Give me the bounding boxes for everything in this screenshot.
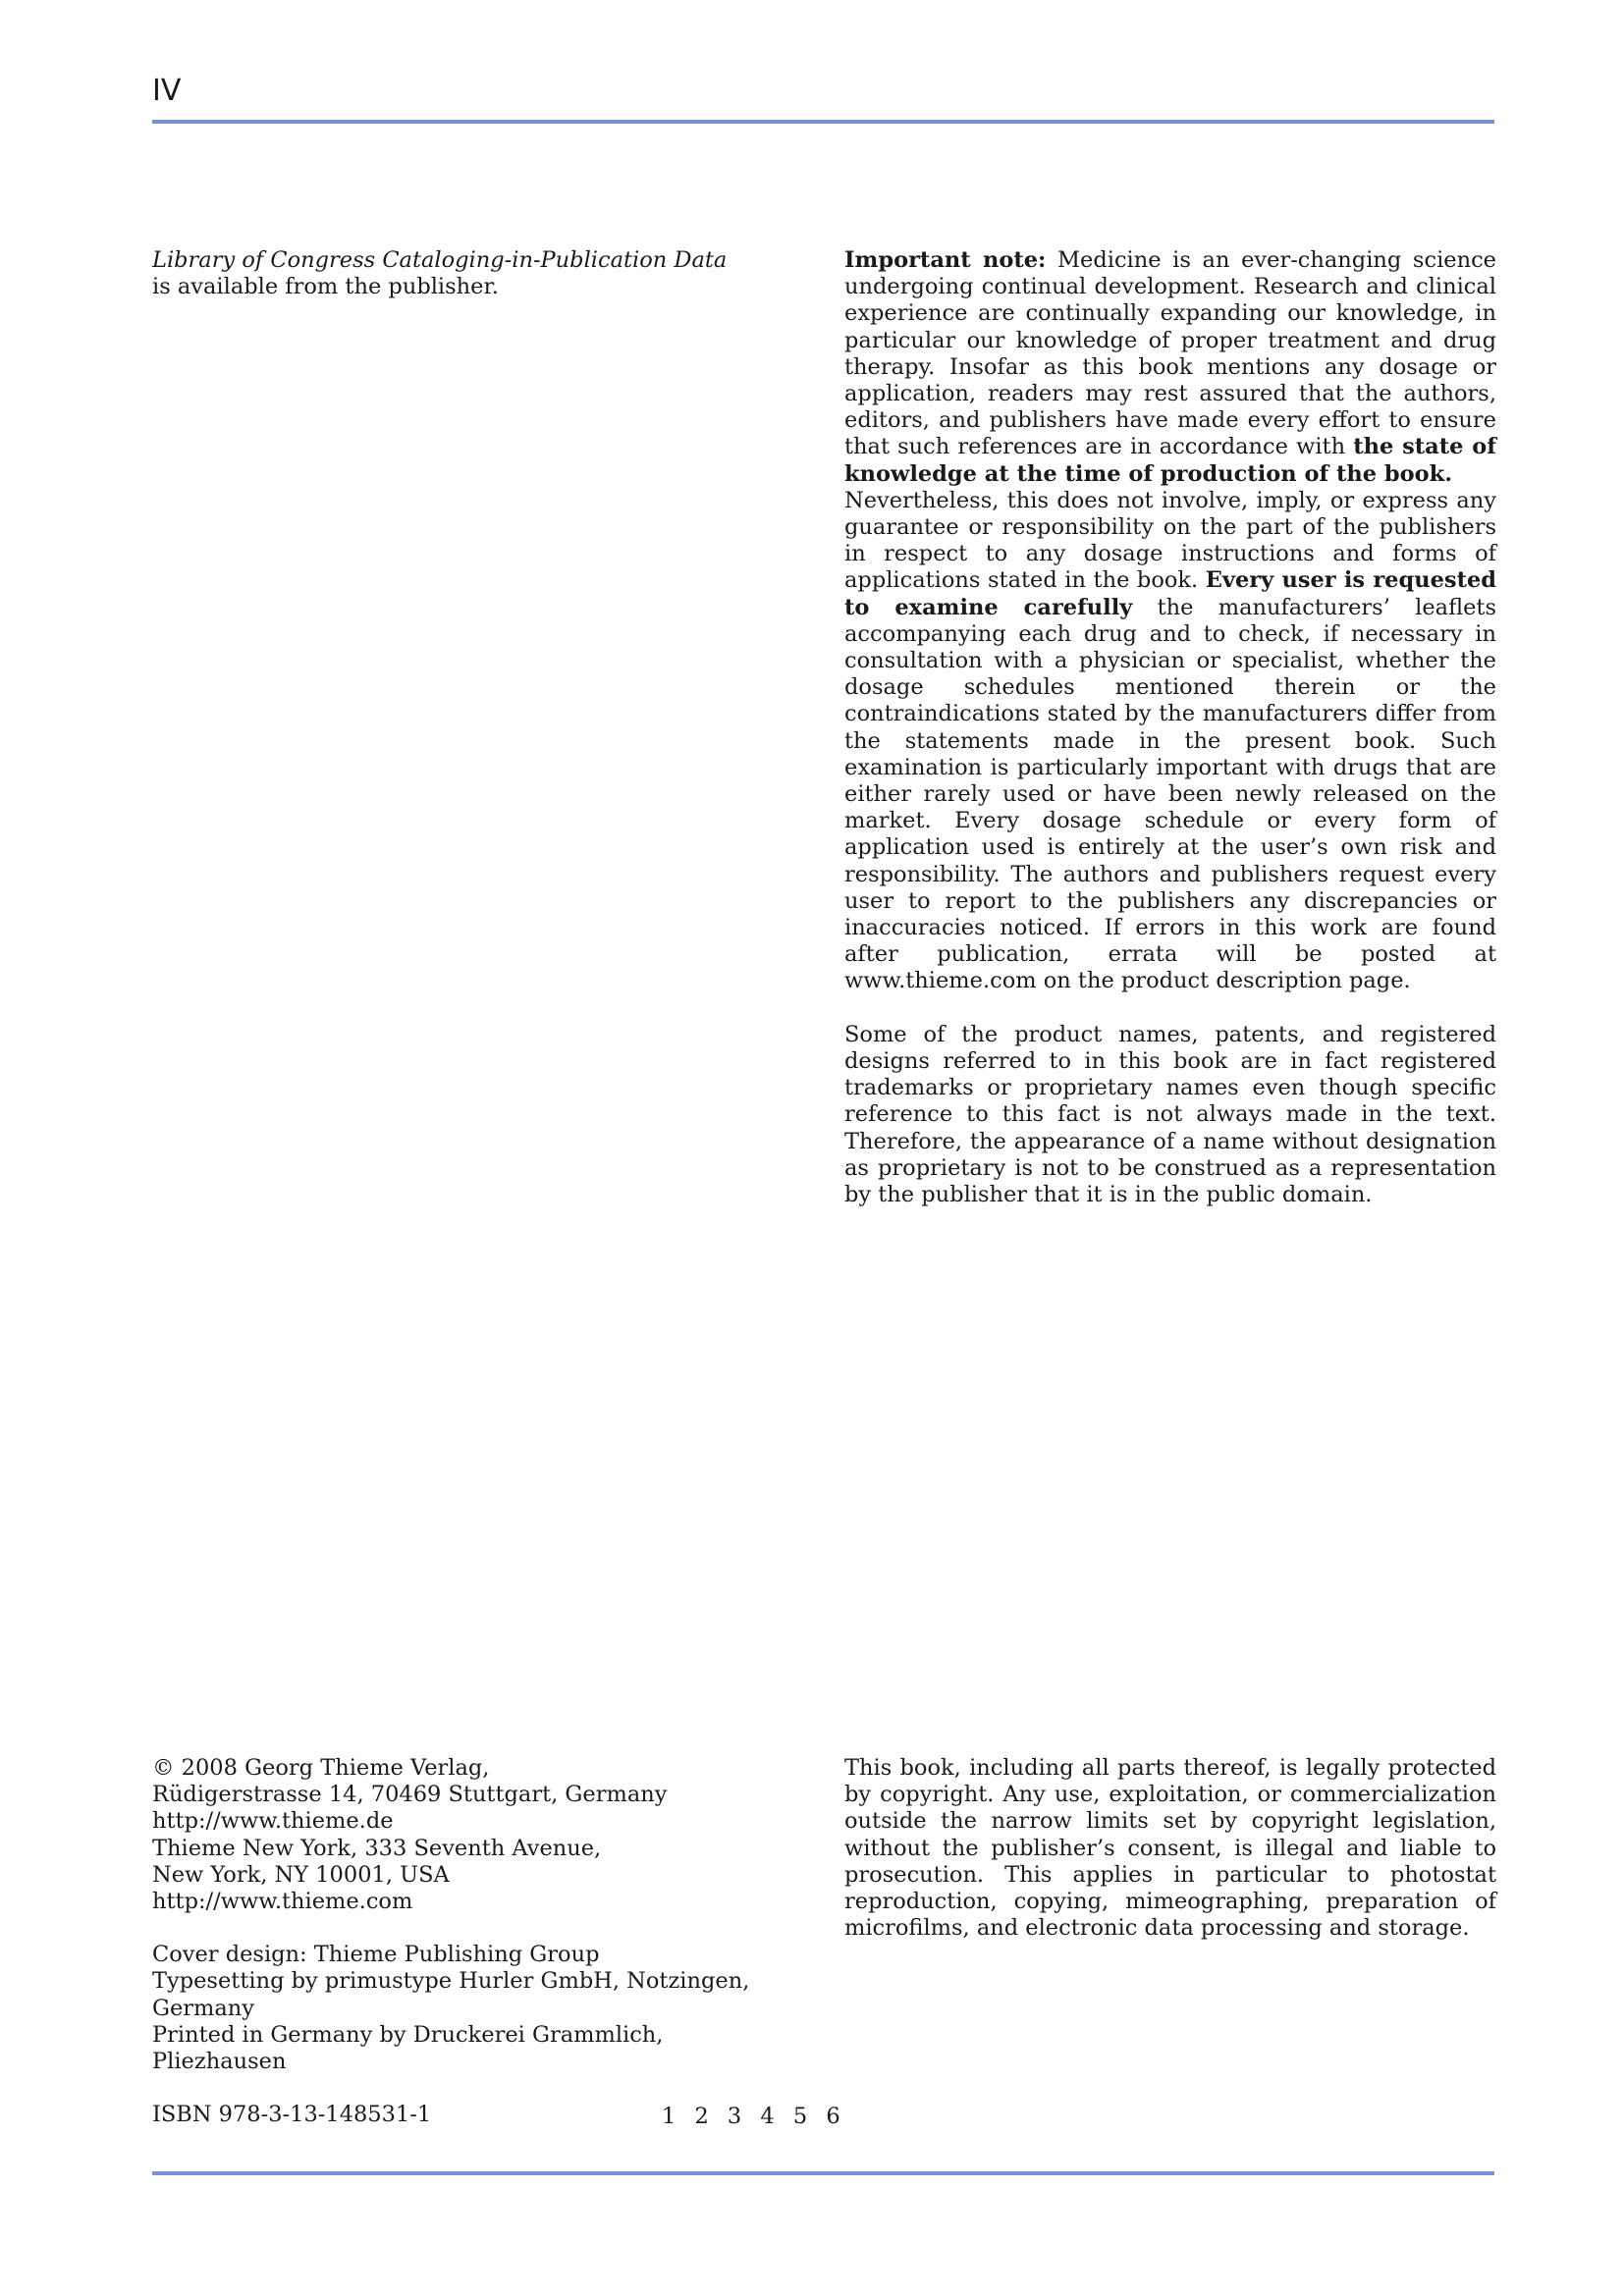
isbn-line: ISBN 978-3-13-148531-1 xyxy=(152,2102,432,2128)
page-number: IV xyxy=(152,74,182,108)
legal-notice xyxy=(844,1755,1496,1942)
url-thieme-de: http://www.thieme.de xyxy=(152,1808,394,1835)
printed-line: Printed in Germany by Druckerei Grammlich, Pliezhausen xyxy=(152,2021,664,2075)
important-note xyxy=(844,247,1496,1208)
address-line: Rüdigerstrasse 14, 70469 Stuttgart, Germany xyxy=(152,1782,668,1808)
footer-rule xyxy=(152,2171,1494,2175)
url-thieme-com: http://www.thieme.com xyxy=(152,1889,413,1915)
note-p1-bold: the state of knowledge at the time of production of the book. xyxy=(844,434,1496,487)
legal-text: This book, including all parts thereof, is legally protected by copyright. Any use, exploitation, or commercialization outside the narrow limits set by copyright legislation, without the publisher’s consent, is illegal and liable to prosecution. This applies in particular to photostat reproduction, copying, mimeographing, preparation of microfilms, and electronic data processing and storage. xyxy=(844,1755,1496,1942)
cip-text: is available from the publisher. xyxy=(152,274,499,300)
cover-design-line: Cover design: Thieme Publishing Group xyxy=(152,1942,600,1968)
cip-block xyxy=(152,247,741,300)
note-paragraph-3: Some of the product names, patents, and registered designs referred to in this book are in fact registered trademarks or proprietary names even though specific reference to this fact is not always made in the text. Therefore, the appearance of a name without designation as proprietary is not to be construed as a representation by the publisher that it is in the public domain. xyxy=(844,1021,1496,1207)
header-rule xyxy=(152,120,1494,124)
typesetting-line-2: Germany xyxy=(152,1995,254,2021)
cip-title: Library of Congress Cataloging-in-Publication Data xyxy=(152,247,728,273)
note-p2-text-a: Nevertheless, this does not involve, imply, or express any guarantee or responsibility on the part of the publishers in respect to any dosage instructions and forms of applications stated in the book. xyxy=(844,487,1496,594)
copyright-line: © 2008 Georg Thieme Verlag, xyxy=(152,1755,490,1781)
note-paragraph-1 xyxy=(844,247,1496,488)
note-paragraph-2 xyxy=(844,488,1496,995)
imprint-block xyxy=(152,1755,800,2128)
typesetting-line-1: Typesetting by primustype Hurler GmbH, Notzingen, xyxy=(152,1968,750,1995)
note-label: Important note: xyxy=(844,247,1047,273)
note-p2-text-b: the manufacturers’ leaflets accompanying each drug and to check, if necessary in consultation with a physician or specialist, whether the dosage schedules mentioned therein or the contraindications stated by the manufacturers differ from the statements made in the present book. Such examination is particularly important with drugs that are either rarely used or have been newly released on the market. Every dosage schedule or every form of application used is entirely at the user’s own risk and responsibility. The authors and publishers request every user to report to the publishers any discrepancies or inaccuracies noticed. If errors in this work are found after publication, errata will be posted at www.thieme.com on the product description page. xyxy=(844,594,1496,994)
note-p2-bold: Every user is requested to examine carefully xyxy=(844,567,1497,620)
note-p1-text: Medicine is an ever-changing science undergoing continual development. Research and clinical experience are continually expanding our knowledge, in particular our knowledge of proper treatment and drug therapy. Insofar as this book mentions any dosage or application, readers may rest assured that the authors, editors, and publishers have made every effort to ensure that such references are in accordance with xyxy=(844,247,1496,460)
ny-address-line-1: Thieme New York, 333 Seventh Avenue, xyxy=(152,1835,602,1861)
print-run-numbers: 1 2 3 4 5 6 xyxy=(662,2104,846,2129)
ny-address-line-2: New York, NY 10001, USA xyxy=(152,1861,450,1888)
